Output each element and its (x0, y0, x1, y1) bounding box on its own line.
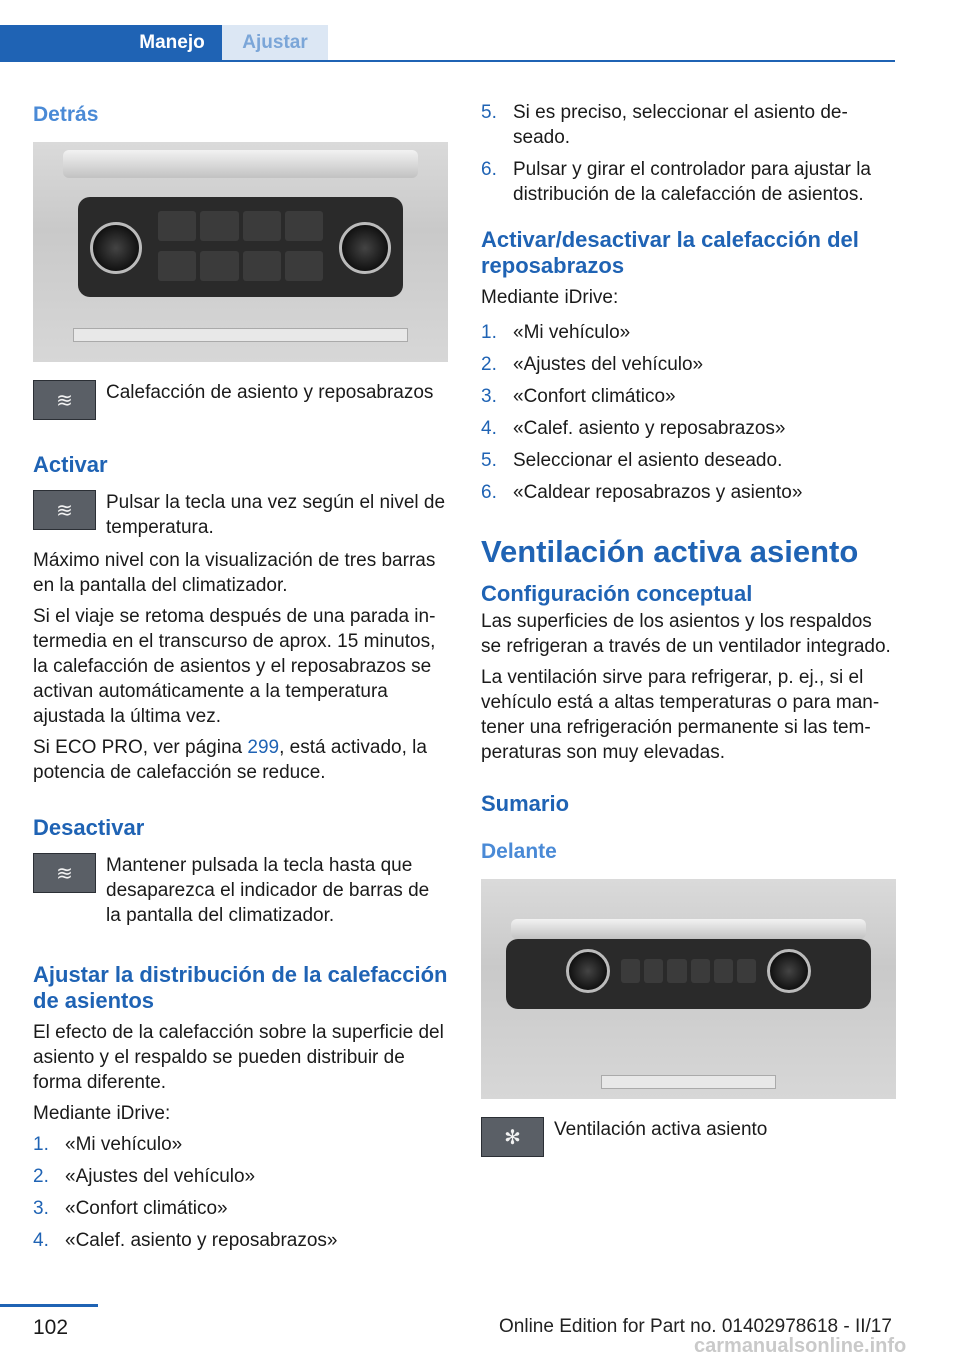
ajustar-paragraph-1: El efecto de la calefacción sobre la superficie del asiento y el respaldo se pueden distribuir de forma diferente. (33, 1022, 444, 1093)
footer-bar (0, 1304, 98, 1307)
activar-paragraph-3: Si ECO PRO, ver página 299, está activado, la potencia de calefacción se reduce. (33, 737, 427, 783)
photo-knob-left (90, 222, 142, 274)
photo-button-row-top (158, 211, 323, 241)
list-item: 6. Pulsar y girar el controlador para ajustar la distribución de la calefacción de asientos. (481, 159, 872, 205)
heading-delante: Delante (481, 840, 557, 863)
photo-control-panel (78, 197, 403, 297)
tab-spacer (0, 25, 122, 60)
list-item: 5. Si es preciso, seleccionar el asiento deseado. (481, 102, 848, 148)
photo-control-panel (506, 939, 871, 1009)
edition-text: Online Edition for Part no. 01402978618 - II/17 (499, 1316, 892, 1337)
list-item: 1. «Mi vehículo» (481, 322, 631, 343)
list-item: 5. Seleccionar el asiento deseado. (481, 450, 783, 471)
page-number: 102 (33, 1316, 69, 1339)
reposa-steps (481, 320, 896, 505)
photo-button-row-bottom (158, 251, 323, 281)
tab-manejo[interactable]: Manejo (122, 25, 222, 60)
photo-button-row (621, 959, 756, 983)
rear-climate-panel-photo (33, 142, 448, 362)
seat-ventilation-icon: ✻ (481, 1117, 544, 1157)
heading-reposabrazos: Activar/desactivar la calefacción del reposabrazos (481, 227, 859, 278)
photo-rail (511, 919, 866, 939)
photo-rail (63, 150, 418, 178)
heading-activar: Activar (33, 452, 108, 477)
list-item: 4. «Calef. asiento y reposabrazos» (33, 1230, 338, 1251)
tab-ajustar[interactable]: Ajustar (222, 25, 328, 60)
seat-heating-icon: ≋ (33, 853, 96, 893)
list-item: 4. «Calef. asiento y reposabrazos» (481, 418, 786, 439)
reposa-paragraph-1: Mediante iDrive: (481, 287, 619, 308)
ajustar-steps-continued (481, 100, 896, 207)
photo1-caption-row (33, 380, 448, 420)
ajustar-paragraph-2: Mediante iDrive: (33, 1103, 171, 1124)
photo-knob-right (767, 949, 811, 993)
config-paragraph-1: Las superficies de los asientos y los respaldos se refrigeran a través de un ventilador integrado. (481, 611, 891, 657)
photo-slot (601, 1075, 776, 1089)
desactivar-icon-row (33, 853, 448, 928)
activar-paragraph-2: Si el viaje se retoma después de una parada intermedia en el transcurso de aprox. 15 minutos, la calefacción de asientos y el reposabrazos se activan automáticamente a la temperatura ajustada la última vez. (33, 606, 436, 727)
list-item: 2. «Ajustes del vehículo» (33, 1166, 256, 1187)
heading-ajustar-distribucion: Ajustar la distribución de la calefacción de asientos (33, 962, 448, 1013)
right-column (481, 100, 896, 1157)
list-item: 2. «Ajustes del vehículo» (481, 354, 704, 375)
left-column (33, 100, 448, 1260)
activar-paragraph-1: Máximo nivel con la visualización de tres barras en la pantalla del climatizador. (33, 550, 436, 596)
seat-heating-icon: ≋ (33, 380, 96, 420)
heading-detras: Detrás (33, 103, 99, 126)
tab-underline (0, 60, 895, 62)
list-item: 6. «Caldear reposabrazos y asiento» (481, 482, 803, 503)
seat-heating-icon: ≋ (33, 490, 96, 530)
heading-desactivar: Desactivar (33, 815, 145, 840)
list-item: 3. «Confort climático» (481, 386, 676, 407)
desactivar-icon-text: Mantener pulsada la tecla hasta que desaparezca el indicador de barras de la pantalla del climatizador. (106, 855, 430, 926)
config-paragraph-2: La ventilación sirve para refrigerar, p. ej., si el vehículo está a altas temperaturas o para mantener una refrigeración permanente si las temperaturas son muy elevadas. (481, 667, 880, 763)
activar-icon-text: Pulsar la tecla una vez según el nivel de temperatura. (106, 492, 446, 538)
list-item: 3. «Confort climático» (33, 1198, 228, 1219)
front-climate-panel-photo (481, 879, 896, 1099)
photo1-caption: Calefacción de asiento y reposabrazos (106, 382, 434, 403)
photo-knob-right (339, 222, 391, 274)
page-link-299[interactable]: 299 (247, 737, 280, 758)
activar-icon-row (33, 490, 448, 540)
ajustar-steps (33, 1132, 448, 1253)
heading-configuracion: Configuración conceptual (481, 581, 753, 606)
photo-slot (73, 328, 408, 342)
heading-ventilacion: Ventilación activa asiento (481, 534, 859, 569)
list-item: 1. «Mi vehículo» (33, 1134, 183, 1155)
photo-knob-left (566, 949, 610, 993)
heading-sumario: Sumario (481, 791, 570, 816)
section-tab-bar (0, 25, 895, 62)
watermark: carmanualsonline.info (694, 1335, 907, 1357)
photo2-caption-row (481, 1117, 896, 1157)
photo2-caption: Ventilación activa asiento (554, 1119, 768, 1140)
